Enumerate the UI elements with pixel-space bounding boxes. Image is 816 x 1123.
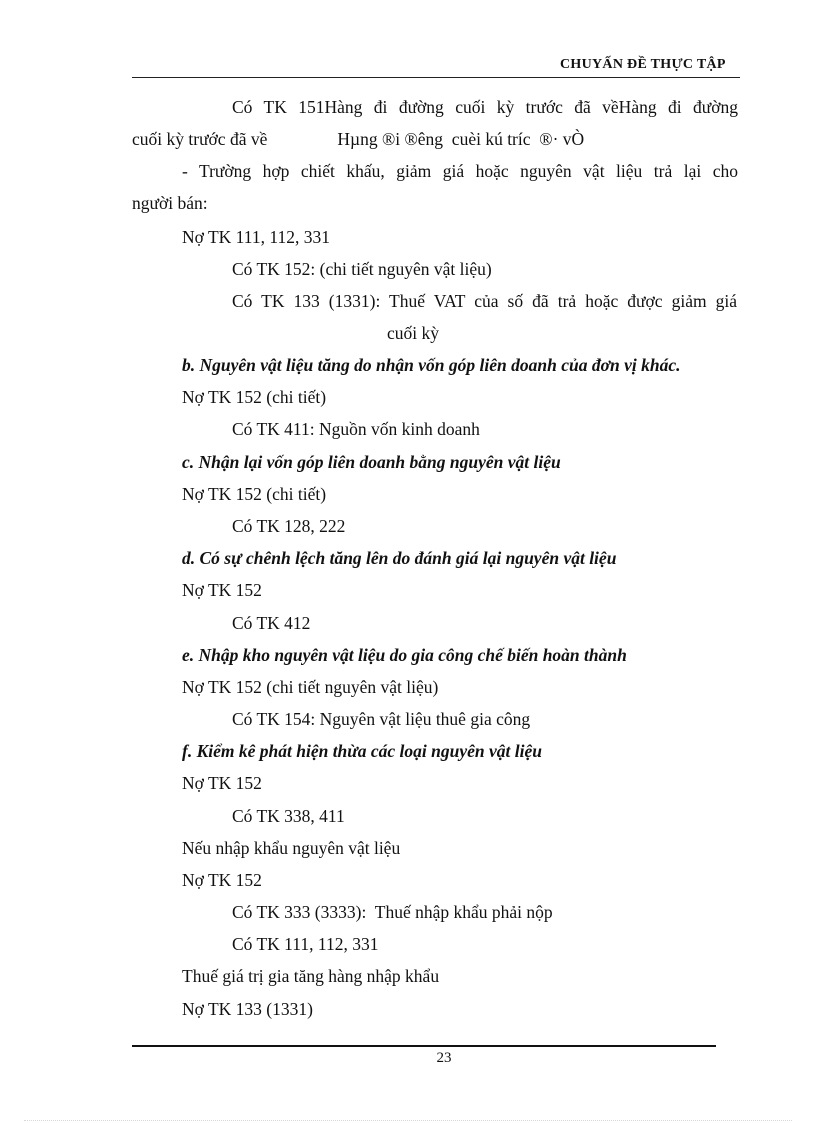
text-line: Có TK 111, 112, 331 [232, 934, 379, 954]
section-heading: e. Nhập kho nguyên vật liệu do gia công chế biến hoàn thành [182, 645, 627, 665]
text-line: Có TK 333 (3333): Thuế nhập khẩu phải nộp [232, 902, 553, 922]
text-line: cuối kỳ trước đã về Hµng ®i ®êng cuèi kú tríc ®· vÒ [132, 129, 585, 149]
text-line: Nợ TK 152 [182, 773, 262, 793]
text-line: Có TK 154: Nguyên vật liệu thuê gia công [232, 709, 531, 729]
section-heading: c. Nhận lại vốn góp liên doanh bằng nguyên vật liệu [182, 452, 561, 472]
text-line: Nợ TK 152 [182, 870, 262, 890]
text-line: Nợ TK 152 (chi tiết) [182, 387, 327, 407]
text-line: Có TK 412 [232, 613, 311, 633]
text-line: Thuế giá trị gia tăng hàng nhập khẩu [182, 966, 440, 986]
text-line: Nợ TK 111, 112, 331 [182, 227, 330, 247]
text-line: Nợ TK 152 (chi tiết nguyên vật liệu) [182, 677, 439, 697]
page-header-title: CHUYẤN ĐỀ THỰC TẬP [560, 57, 726, 72]
page-number: 23 [436, 1050, 452, 1066]
header-rule [132, 77, 740, 78]
text-line: Có TK 133 (1331): Thuế VAT của số đã trả hoặc được giảm giá [232, 291, 737, 311]
text-line: Có TK 338, 411 [232, 806, 345, 826]
footer-rule [132, 1045, 716, 1047]
text-line: Có TK 411: Nguồn vốn kinh doanh [232, 419, 480, 439]
text-line: Có TK 152: (chi tiết nguyên vật liệu) [232, 259, 492, 279]
text-line: - Trường hợp chiết khấu, giảm giá hoặc nguyên vật liệu trả lại cho [182, 161, 738, 181]
text-line: cuối kỳ [387, 323, 440, 343]
section-heading: f. Kiểm kê phát hiện thừa các loại nguyên vật liệu [182, 741, 542, 761]
text-line: người bán: [132, 193, 208, 213]
text-line: Nợ TK 152 [182, 580, 262, 600]
text-line: Nợ TK 133 (1331) [182, 999, 313, 1019]
text-line: Có TK 151Hàng đi đường cuối kỳ trước đã vềHàng đi đường [232, 97, 738, 117]
page-bottom-edge [24, 1120, 792, 1121]
text-line: Nếu nhập khẩu nguyên vật liệu [182, 838, 401, 858]
text-line: Nợ TK 152 (chi tiết) [182, 484, 327, 504]
text-line: Có TK 128, 222 [232, 516, 346, 536]
section-heading: d. Có sự chênh lệch tăng lên do đánh giá lại nguyên vật liệu [182, 548, 617, 568]
section-heading: b. Nguyên vật liệu tăng do nhận vốn góp liên doanh của đơn vị khác. [182, 355, 681, 375]
